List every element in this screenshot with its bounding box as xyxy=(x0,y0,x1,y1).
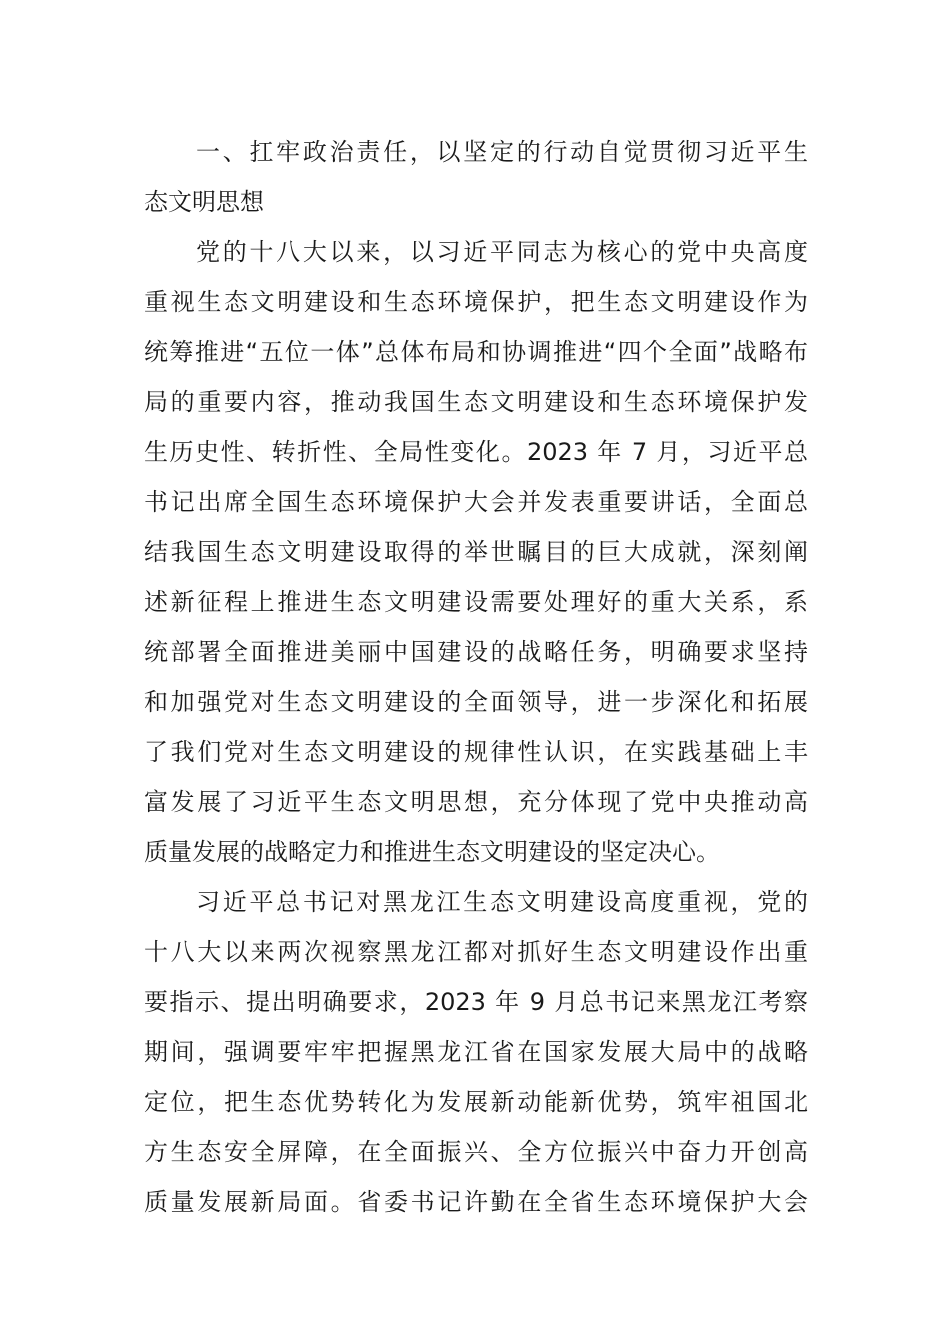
text-line: 书记出席全国生态环境保护大会并发表重要讲话，全面总 xyxy=(144,488,808,516)
document-body xyxy=(144,127,808,1227)
text-line: 统部署全面推进美丽中国建设的战略任务，明确要求坚持 xyxy=(144,638,808,666)
text-line: 统筹推进“五位一体”总体布局和协调推进“四个全面”战略布 xyxy=(144,338,808,366)
text-line: 富发展了习近平生态文明思想，充分体现了党中央推动高 xyxy=(144,788,808,816)
text-line: 生历史性、转折性、全局性变化。2023 年 7 月，习近平总 xyxy=(144,438,808,466)
text-line: 态文明思想 xyxy=(144,188,264,216)
body-paragraph xyxy=(144,877,808,1227)
text-line: 习近平总书记对黑龙江生态文明建设高度重视，党的 xyxy=(196,888,808,916)
text-line: 和加强党对生态文明建设的全面领导，进一步深化和拓展 xyxy=(144,688,808,716)
text-line: 十八大以来两次视察黑龙江都对抓好生态文明建设作出重 xyxy=(144,938,808,966)
text-line: 方生态安全屏障，在全面振兴、全方位振兴中奋力开创高 xyxy=(144,1138,808,1166)
text-line: 一、扛牢政治责任，以坚定的行动自觉贯彻习近平生 xyxy=(196,138,808,166)
text-line: 局的重要内容，推动我国生态文明建设和生态环境保护发 xyxy=(144,388,808,416)
text-line: 重视生态文明建设和生态环境保护，把生态文明建设作为 xyxy=(144,288,808,316)
text-line: 党的十八大以来，以习近平同志为核心的党中央高度 xyxy=(196,238,808,266)
heading-paragraph xyxy=(144,127,808,227)
text-line: 述新征程上推进生态文明建设需要处理好的重大关系，系 xyxy=(144,588,808,616)
text-line: 结我国生态文明建设取得的举世瞩目的巨大成就，深刻阐 xyxy=(144,538,808,566)
text-line: 要指示、提出明确要求，2023 年 9 月总书记来黑龙江考察 xyxy=(144,988,808,1016)
text-line: 定位，把生态优势转化为发展新动能新优势，筑牢祖国北 xyxy=(144,1088,808,1116)
body-paragraph xyxy=(144,227,808,877)
text-line: 了我们党对生态文明建设的规律性认识，在实践基础上丰 xyxy=(144,738,808,766)
text-line: 质量发展新局面。省委书记许勤在全省生态环境保护大会 xyxy=(144,1188,808,1216)
text-line: 质量发展的战略定力和推进生态文明建设的坚定决心。 xyxy=(144,838,720,866)
text-line: 期间，强调要牢牢把握黑龙江省在国家发展大局中的战略 xyxy=(144,1038,808,1066)
